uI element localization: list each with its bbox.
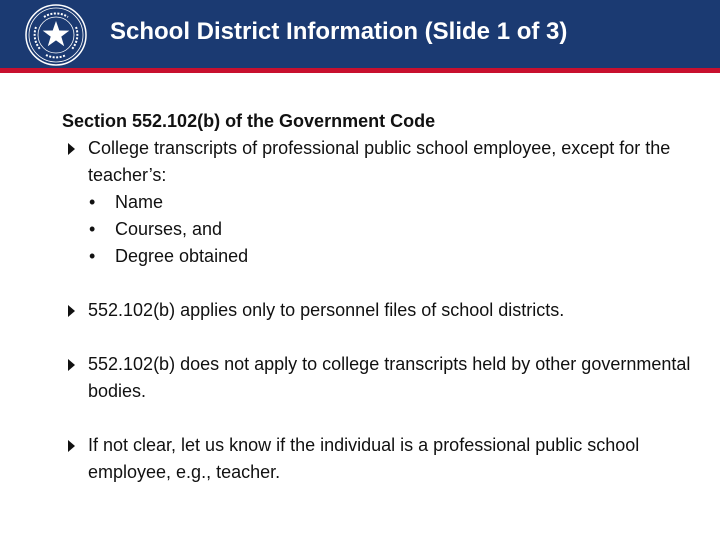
sub-list-item-text: Courses, and	[115, 219, 223, 239]
section-heading: Section 552.102(b) of the Government Code	[62, 111, 436, 131]
spacer	[62, 405, 702, 432]
list-item	[62, 297, 702, 324]
slide-title: School District Information (Slide 1 of 3)	[110, 18, 568, 45]
slide-header	[0, 0, 720, 68]
header-divider	[0, 68, 720, 73]
slide-body	[62, 108, 702, 486]
spacer	[62, 270, 702, 297]
list-item	[62, 351, 702, 405]
bullet-icon: •	[89, 219, 96, 239]
sub-list-item-text: Degree obtained	[115, 246, 249, 266]
bullet-icon: •	[89, 246, 96, 266]
list-item	[62, 432, 702, 486]
list-item	[62, 135, 702, 189]
attorney-general-seal-icon	[24, 3, 88, 67]
sub-list-item	[88, 243, 702, 270]
sub-list-item-text: Name	[115, 192, 164, 212]
list-item-text: If not clear, let us know if the individual is a professional public school employee, e.g., teacher.	[88, 435, 640, 482]
arrow-bullet-icon	[68, 305, 75, 317]
sub-list-item	[88, 216, 702, 243]
list-item-text: 552.102(b) applies only to personnel files of school districts.	[88, 300, 565, 320]
list-item-text: College transcripts of professional public school employee, except for the teacher’s:	[88, 138, 671, 185]
arrow-bullet-icon	[68, 143, 75, 155]
arrow-bullet-icon	[68, 440, 75, 452]
sub-list-item	[88, 189, 702, 216]
arrow-bullet-icon	[68, 359, 75, 371]
list-item-text: 552.102(b) does not apply to college transcripts held by other governmental bodies.	[88, 354, 691, 401]
bullet-icon: •	[89, 192, 96, 212]
spacer	[62, 324, 702, 351]
